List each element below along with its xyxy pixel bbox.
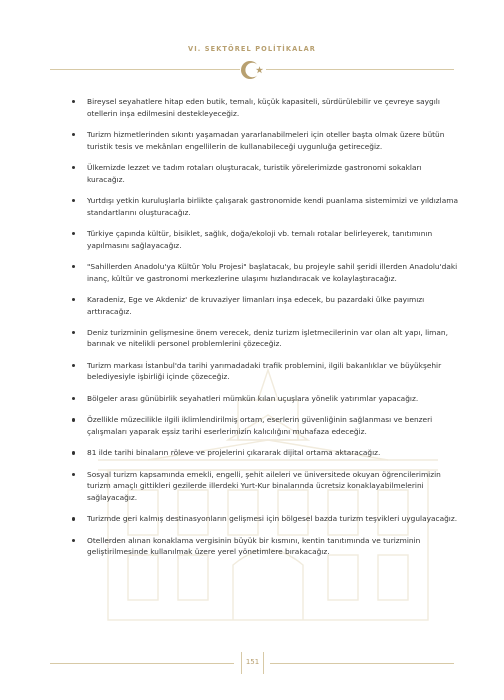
policy-list bbox=[72, 96, 460, 568]
list-item-text: Bölgeler arası günübirlik seyahatleri mümkün kılan uçuşlara yönelik yatırımlar yapacağız. bbox=[87, 393, 419, 403]
bullet-icon bbox=[72, 539, 75, 542]
list-item bbox=[72, 393, 460, 405]
bullet-icon bbox=[72, 100, 75, 103]
bullet-icon bbox=[72, 331, 75, 334]
bullet-icon bbox=[72, 298, 75, 301]
bullet-icon bbox=[72, 517, 75, 520]
list-item-text: Turizm markası İstanbul'da tarihi yarımadadaki trafik problemini, ilgili bakanlıklar ve büyükşehir belediyesiyle işbirliği içinde çözeceğiz. bbox=[87, 360, 442, 382]
bullet-icon bbox=[72, 451, 75, 454]
list-item bbox=[72, 162, 460, 185]
bullet-icon bbox=[72, 133, 75, 136]
list-item-text: Ülkemizde lezzet ve tadım rotaları oluşturacak, turistik yörelerimizde gastronomi sokakları kuracağız. bbox=[87, 162, 422, 184]
bullet-icon bbox=[72, 199, 75, 202]
bullet-icon bbox=[72, 265, 75, 268]
footer-divider bbox=[270, 663, 454, 664]
crescent-star-icon bbox=[239, 58, 267, 82]
list-item bbox=[72, 96, 460, 119]
bullet-icon bbox=[72, 397, 75, 400]
page-number: 151 bbox=[245, 658, 260, 666]
list-item-text: 81 ilde tarihi binaların röleve ve projelerini çıkararak dijital ortama aktaracağız. bbox=[87, 448, 381, 458]
list-item bbox=[72, 360, 460, 383]
bullet-icon bbox=[72, 418, 75, 421]
list-item-text: Turizm hizmetlerinden sıkıntı yaşamadan yararlanabilmeleri için oteller başta olmak üzere bütün turistik tesis ve mekânları engellilerin de kullanabileceği uygunluğa getireceğiz. bbox=[87, 129, 445, 151]
list-item-text: Sosyal turizm kapsamında emekli, engelli, şehit aileleri ve üniversitede okuyan öğrencilerimizin turizm amaçlı gittikleri gezilerde illerdeki Yurt-Kur binalarında ücretsiz konaklayabilmelerini sağlayacağız. bbox=[87, 469, 441, 502]
list-item-text: Karadeniz, Ege ve Akdeniz' de kruvaziyer limanları inşa edecek, bu pazardaki ülke payımızı arttıracağız. bbox=[87, 294, 425, 316]
bullet-icon bbox=[72, 473, 75, 476]
bullet-icon bbox=[72, 166, 75, 169]
list-item bbox=[72, 469, 460, 504]
divider-line bbox=[50, 69, 240, 70]
list-item bbox=[72, 195, 460, 218]
list-item bbox=[72, 535, 460, 558]
bullet-icon bbox=[72, 364, 75, 367]
list-item bbox=[72, 228, 460, 251]
footer-divider bbox=[50, 663, 234, 664]
list-item-text: Deniz turizminin gelişmesine önem verecek, deniz turizm işletmecilerinin var olan alt yapı, liman, barınak ve nitelikli personel problemlerini çözeceğiz. bbox=[87, 327, 448, 349]
list-item bbox=[72, 294, 460, 317]
list-item-text: Türkiye çapında kültür, bisiklet, sağlık, doğa/ekoloji vb. temalı rotalar belirleyerek, tanıtımının yapılmasını sağlayacağız. bbox=[87, 228, 433, 250]
list-item bbox=[72, 447, 460, 459]
list-item-text: Yurtdışı yetkin kuruluşlarla birlikte çalışarak gastronomide kendi puanlama sistemimizi ve yıldızlama standartlarını oluşturacağız. bbox=[87, 195, 458, 217]
list-item-text: Bireysel seyahatlere hitap eden butik, temalı, küçük kapasiteli, sürdürülebilir ve çevreye saygılı otellerin inşa edilmesini destekleyeceğiz. bbox=[87, 97, 440, 118]
list-item bbox=[72, 513, 460, 525]
list-item bbox=[72, 129, 460, 152]
list-item-text: Özellikle müzecilikle ilgili iklimlendirilmiş ortam, eserlerin güvenliğinin sağlanması ve benzeri çalışmaları yaparak eşsiz tarihi eserlerimizin kalıcılığını muhafaza edeceğiz. bbox=[87, 415, 433, 436]
list-item-text: Turizmde geri kalmış destinasyonların gelişmesi için bölgesel bazda turizm teşvikleri uygulayacağız. bbox=[87, 514, 458, 524]
section-title: VI. SEKTÖREL POLİTİKALAR bbox=[188, 45, 316, 53]
list-item bbox=[72, 327, 460, 350]
header-ornament bbox=[0, 58, 504, 82]
list-item bbox=[72, 414, 460, 437]
list-item-text: "Sahillerden Anadolu'ya Kültür Yolu Projesi" başlatacak, bu projeyle sahil şeridi illerden Anadolu'daki inanç, kültür ve gastronomi merkezlerine ulaşımı hızlandıracak ve kolaylaştıracağız. bbox=[87, 261, 458, 283]
divider-line bbox=[266, 69, 454, 70]
bullet-icon bbox=[72, 232, 75, 235]
list-item-text: Otellerden alınan konaklama vergisinin büyük bir kısmını, kentin tanıtımında ve turizminin geliştirilmesinde kullanılmak üzere yerel yönetimlere bırakacağız. bbox=[87, 535, 421, 557]
list-item bbox=[72, 261, 460, 284]
footer-bracket bbox=[263, 652, 264, 674]
